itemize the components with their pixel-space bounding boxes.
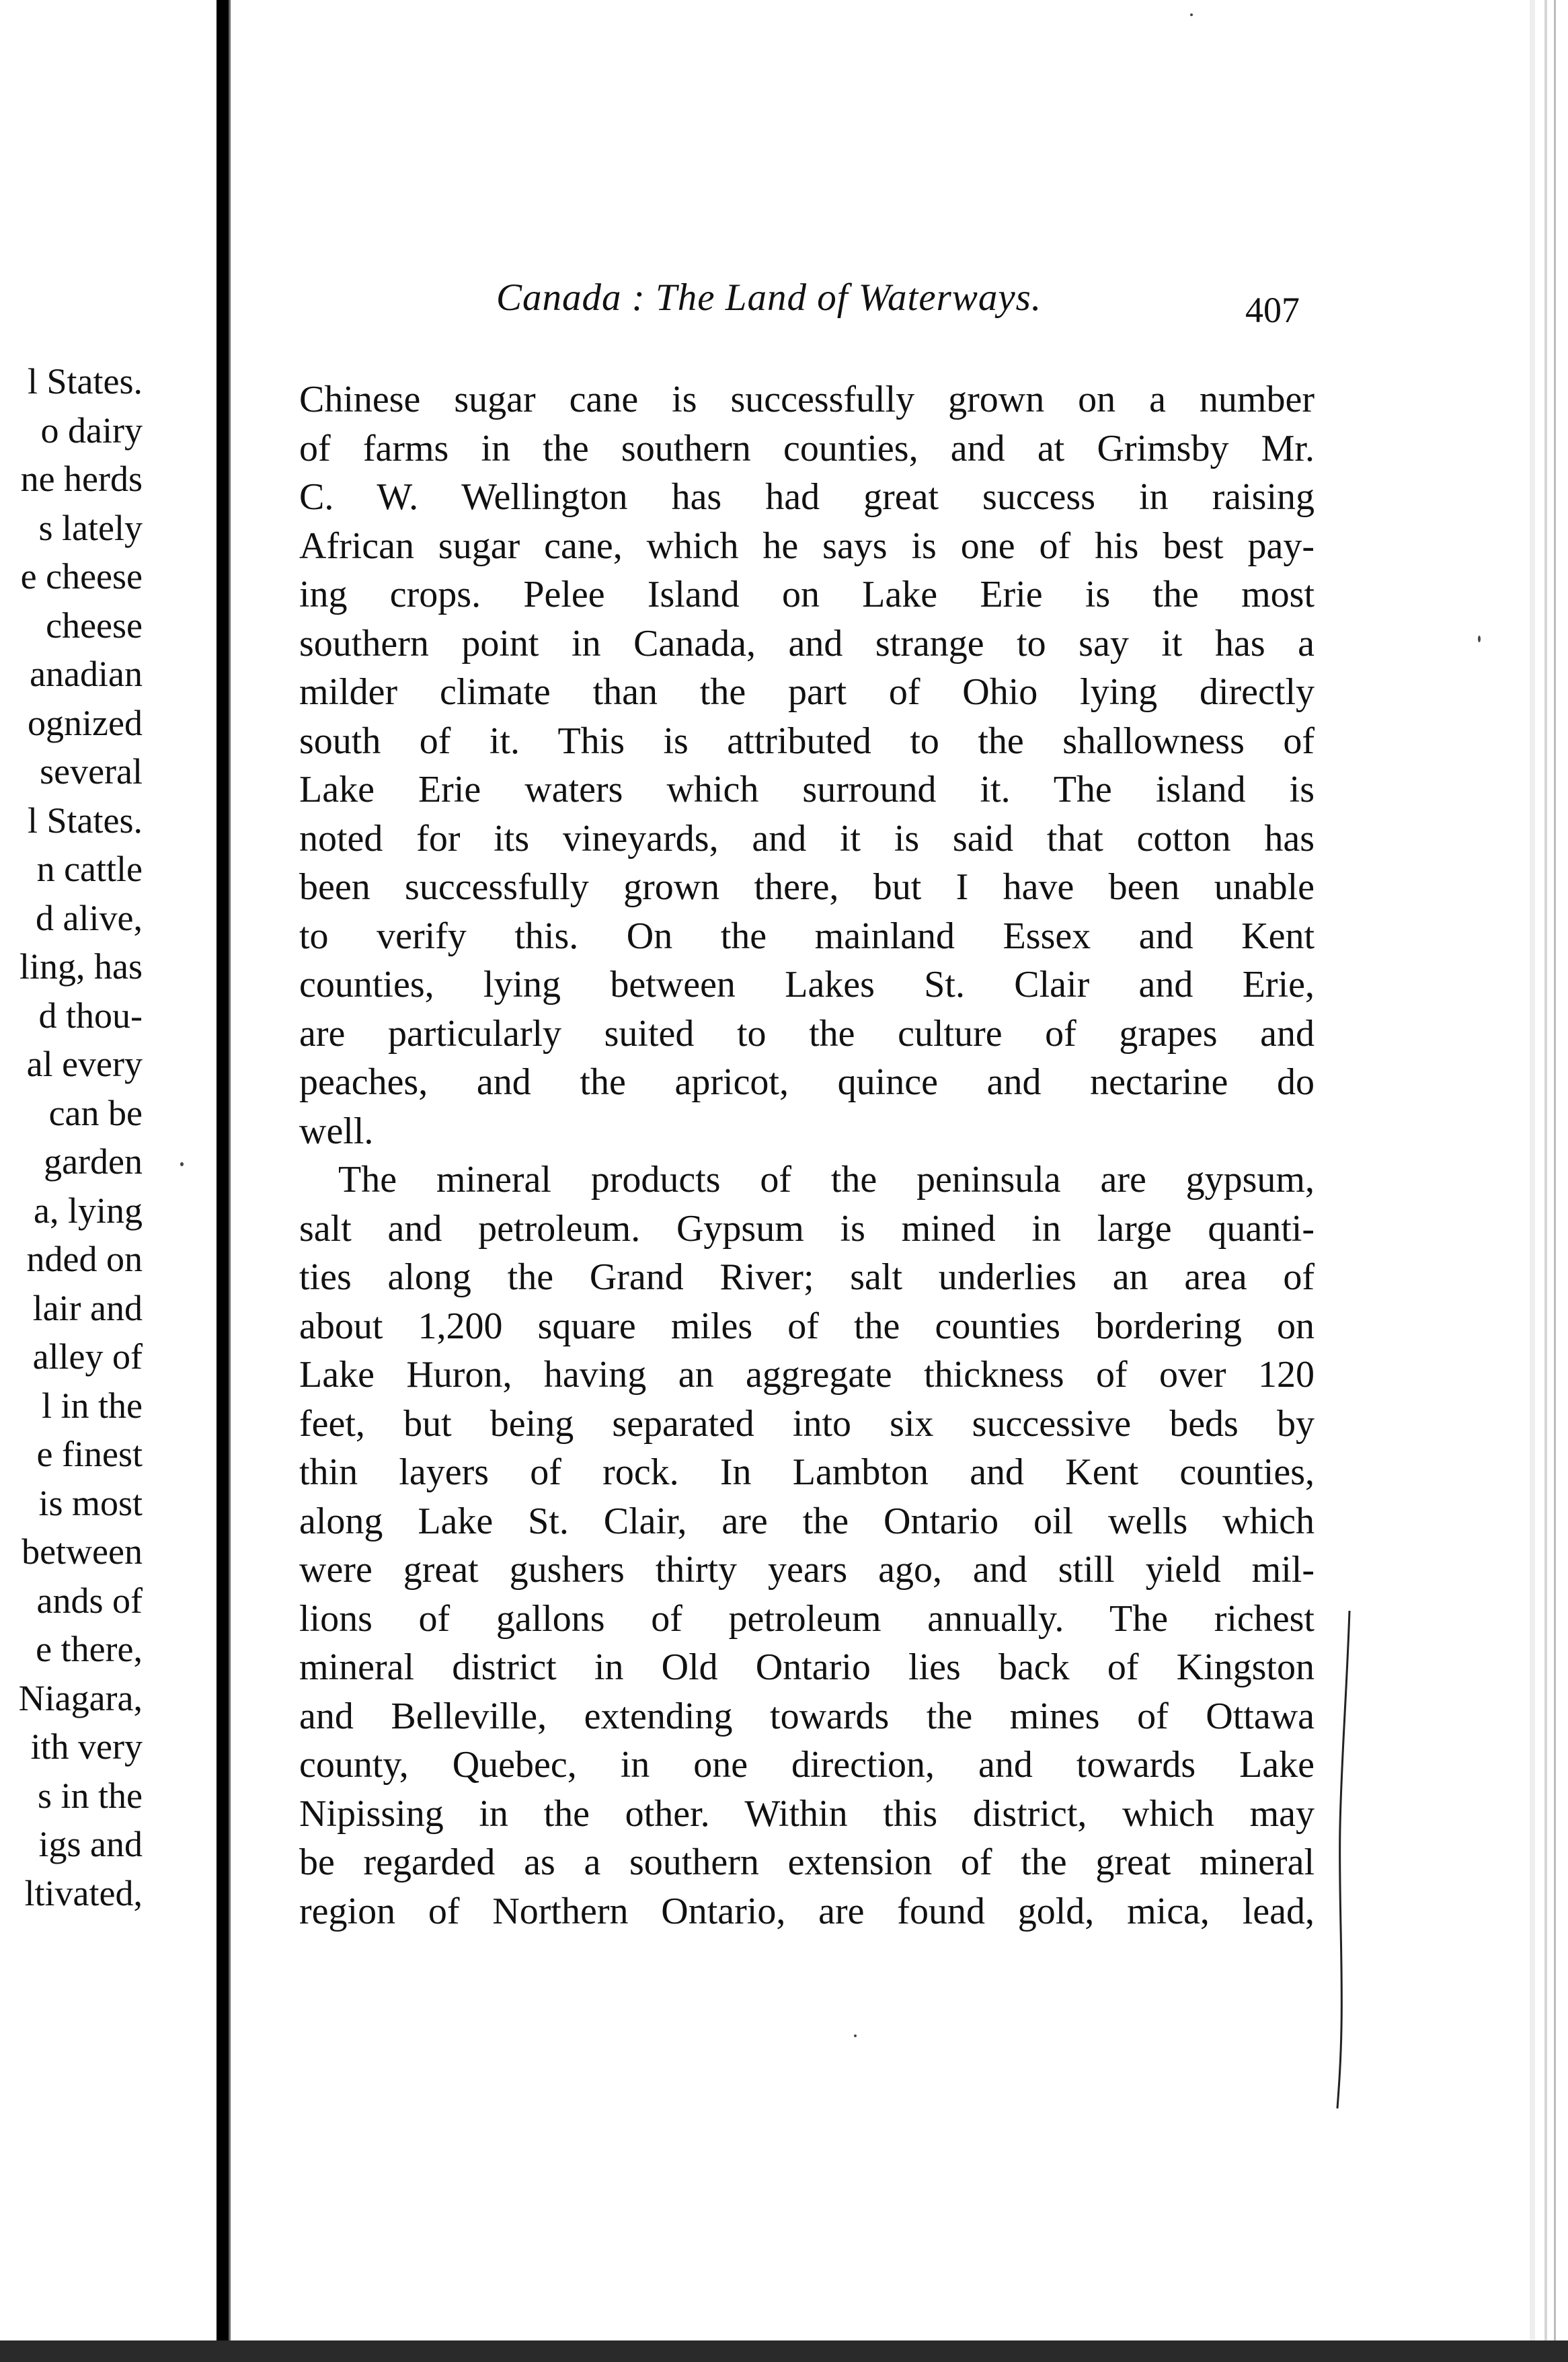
left-line: n cattle <box>36 849 143 889</box>
left-line: is most <box>38 1482 143 1523</box>
paper-speck <box>1190 13 1193 16</box>
text-line: The mineral products of the peninsula are gypsum, <box>338 1159 1315 1201</box>
left-line: al every <box>26 1044 143 1084</box>
left-line: e finest <box>36 1434 143 1474</box>
text-line: noted for its vineyards, and it is said that cotton has <box>299 817 1315 860</box>
text-line: salt and petroleum. Gypsum is mined in large quanti- <box>299 1207 1315 1250</box>
left-line: d thou- <box>38 995 143 1036</box>
paper-speck <box>854 2034 857 2037</box>
text-line: region of Northern Ontario, are found gold, mica, lead, <box>299 1890 1315 1932</box>
left-line: anadian <box>30 654 143 694</box>
text-line: been successfully grown there, but I have been unable <box>299 866 1315 908</box>
page-edge <box>1530 0 1568 2362</box>
book-gutter <box>217 0 229 2362</box>
left-line: ith very <box>30 1726 143 1767</box>
left-line: l States. <box>28 800 143 841</box>
text-line: and Belleville, extending towards the mines of Ottawa <box>299 1695 1315 1737</box>
left-page-fragment <box>0 0 217 2362</box>
margin-pencil-mark <box>1335 1611 1355 2108</box>
left-line: ognized <box>28 702 143 743</box>
text-line: of farms in the southern counties, and at Grimsby Mr. <box>299 427 1315 469</box>
text-line: Nipissing in the other. Within this district, which may <box>299 1792 1315 1835</box>
left-line: igs and <box>38 1824 143 1864</box>
text-line: African sugar cane, which he says is one of his best pay- <box>299 525 1315 567</box>
bottom-edge <box>0 2340 1568 2362</box>
left-line: ne herds <box>20 459 143 499</box>
text-line: Lake Huron, having an aggregate thickness of over 120 <box>299 1354 1315 1396</box>
text-line: lions of gallons of petroleum annually. The richest <box>299 1597 1315 1640</box>
text-line: were great gushers thirty years ago, and still yield mil- <box>299 1549 1315 1591</box>
text-line: C. W. Wellington has had great success in raising <box>299 476 1315 518</box>
text-line: ties along the Grand River; salt underlies an area of <box>299 1256 1315 1298</box>
left-line: Niagara, <box>18 1677 143 1718</box>
left-line: garden <box>44 1141 143 1182</box>
left-page-text <box>0 357 143 1917</box>
left-line: a, lying <box>34 1190 143 1231</box>
left-line: l in the <box>42 1385 143 1426</box>
text-line: well. <box>299 1110 374 1152</box>
text-line: mineral district in Old Ontario lies back of Kingston <box>299 1646 1315 1688</box>
left-line: alley of <box>32 1336 143 1377</box>
text-line: southern point in Canada, and strange to say it has a <box>299 622 1315 664</box>
text-line: county, Quebec, in one direction, and towards Lake <box>299 1744 1315 1786</box>
text-line: Lake Erie waters which surround it. The island is <box>299 769 1315 810</box>
left-line: ltivated, <box>24 1872 143 1913</box>
body-text <box>299 375 1315 1936</box>
left-line: e cheese <box>20 556 143 597</box>
left-line: several <box>40 751 143 792</box>
text-line: ing crops. Pelee Island on Lake Erie is the most <box>299 574 1315 615</box>
text-line: south of it. This is attributed to the shallowness of <box>299 720 1315 762</box>
page-number: 407 <box>1245 290 1300 330</box>
left-line: nded on <box>26 1239 143 1279</box>
left-line: s in the <box>38 1775 143 1816</box>
left-line: l States. <box>28 361 143 402</box>
left-line: ands of <box>36 1580 143 1621</box>
text-line: along Lake St. Clair, are the Ontario oil wells which <box>299 1500 1315 1542</box>
left-line: o dairy <box>40 410 143 451</box>
text-line: peaches, and the apricot, quince and nectarine do <box>299 1061 1315 1103</box>
left-line: can be <box>48 1092 143 1133</box>
text-line: about 1,200 square miles of the counties bordering on <box>299 1305 1315 1347</box>
left-line: e there, <box>36 1629 143 1669</box>
text-line: are particularly suited to the culture of grapes and <box>299 1012 1315 1055</box>
text-line: counties, lying between Lakes St. Clair and Erie, <box>299 964 1315 1005</box>
running-head: Canada : The Land of Waterways. <box>496 276 1042 319</box>
text-line: thin layers of rock. In Lambton and Kent counties, <box>299 1451 1315 1493</box>
paper-speck <box>1478 636 1481 642</box>
text-line: to verify this. On the mainland Essex and Kent <box>299 915 1315 957</box>
left-line: lair and <box>32 1287 143 1328</box>
text-line: feet, but being separated into six successive beds by <box>299 1402 1315 1445</box>
text-line: be regarded as a southern extension of the great mineral <box>299 1841 1315 1883</box>
left-line: ling, has <box>19 946 143 987</box>
left-line: cheese <box>46 605 143 646</box>
text-line: Chinese sugar cane is successfully grown on a number <box>299 379 1315 420</box>
left-line: between <box>22 1531 143 1572</box>
left-line: d alive, <box>36 897 143 938</box>
left-line: s lately <box>38 507 143 548</box>
paper-speck <box>180 1162 184 1166</box>
text-line: milder climate than the part of Ohio lying directly <box>299 671 1315 713</box>
